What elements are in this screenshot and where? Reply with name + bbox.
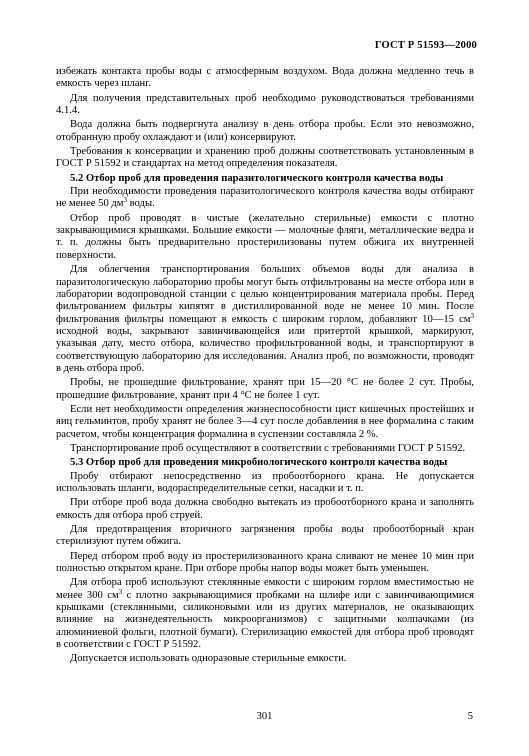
paragraph: Вода должна быть подвергнута анализу в день отбора пробы. Если это невозможно, отобранную пробу охлаждают и (или) консервируют. xyxy=(56,119,474,143)
section-heading: 5.2 Отбор проб для проведения паразитологического контроля качества воды xyxy=(70,172,444,184)
superscript: 3 xyxy=(123,196,127,205)
paragraph: Транспортирование проб осуществляют в соответствии с требованиями ГОСТ Р 51592. xyxy=(70,442,466,454)
paragraph: Для получения представительных проб необходимо руководствоваться требованиями 4.1.4. xyxy=(56,92,474,117)
paragraph: Допускается использовать одноразовые стерильные емкости. xyxy=(70,653,347,665)
paragraph: Пробу отбирают непосредственно из пробоотборного крана. Не допускается использовать шланги, водораспределительные сетки, насадки и т. п. xyxy=(56,470,474,494)
paragraph: Если нет необходимости определения жизнеспособности цист кишечных простейших и яиц гельминтов, пробу хранят не более 3—4 сут после добавления в нее формалина с таким расчетом, чтобы концентрация формалина в суспензии составляла 2 %. xyxy=(56,403,474,440)
paragraph: При отборе проб вода должна свободно вытекать из пробоотборного крана и заполнять емкость для отбора проб струей. xyxy=(56,497,474,521)
paragraph xyxy=(56,264,474,375)
text-run: Для отбора проб используют стеклянные емкости с широким горлом вместимостью не менее 300 см xyxy=(56,577,474,601)
text-run: Для облегчения транспортирования больших объемов воды для анализа в паразитологическую лабораторию пробы могут быть отфильтрованы на месте отбора или в лаборатории водопроводной станции с целью концентрирования материала пробы. Перед фильтрованием фильтры кипятят в дистиллированной воде не менее 10 мин. После фильтрования фильтры помещают в емкость с широким горлом, добавляют 10—15 см xyxy=(56,264,474,325)
paragraph: избежать контакта пробы воды с атмосферным воздухом. Вода должна медленно течь в емкость через шланг. xyxy=(56,66,474,90)
paragraph: Для предотвращения вторичного загрязнения пробы воды пробоотборный кран стерилизуют путем обжига. xyxy=(56,524,474,548)
superscript: 3 xyxy=(118,587,123,596)
paragraph xyxy=(56,186,474,211)
text-run: с плотно закрывающимися пробками на шлифе или с завинчивающимися крышками (стеклянными, силиконовыми или из других материалов, не оказывающих влияние на жизнедеятельность микроорганизмов) с защитными колпачками (из алюминиевой фольги, плотной бумаги). Стерилизацию емкостей для отбора проб проводят в соответствии с ГОСТ Р 51592. xyxy=(56,589,474,651)
text-run: исходной воды, закрывают завинчивающейся или притертой крышкой, маркируют, указывая дату, место отбора, количество профильтрованной воды, и транспортируют в соответствующую лабораторию для исследования. Анализ проб, по возможности, проводят в день отбора проб. xyxy=(56,325,474,374)
text-run: воды. xyxy=(126,198,155,210)
standard-header: ГОСТ Р 51593—2000 xyxy=(374,40,477,51)
paragraph: Пробы, не прошедшие фильтрование, хранят при 15—20 °С не более 2 сут. Пробы, прошедшие фильтрование, хранят при 4 °С не более 1 сут. xyxy=(56,377,474,401)
paragraph xyxy=(56,577,474,651)
page-number-center: 301 xyxy=(256,711,273,722)
document-body xyxy=(56,66,474,668)
paragraph: Требования к консервации и хранению проб должны соответствовать установленным в ГОСТ Р 51592 и стандартах на метод определения показателя. xyxy=(56,146,474,170)
section-heading: 5.3 Отбор проб для проведения микробиологического контроля качества воды xyxy=(70,457,448,469)
page-number-right: 5 xyxy=(467,711,473,722)
text-run: При необходимости проведения паразитологического контроля качества воды отбирают не менее 50 дм xyxy=(56,186,474,210)
superscript: 3 xyxy=(470,311,474,320)
paragraph: Перед отбором проб воду из простерилизованного крана сливают не менее 10 мин при полностью открытом кране. При отборе пробы напор воды может быть уменьшен. xyxy=(56,550,474,575)
paragraph: Отбор проб проводят в чистые (желательно стерильные) емкости с плотно закрывающимися крышками. Большие емкости — молочные фляги, металлические ведра и т. п. должны быть предварительно простерилизованы путем обжига их внутренней поверхности. xyxy=(56,212,474,261)
